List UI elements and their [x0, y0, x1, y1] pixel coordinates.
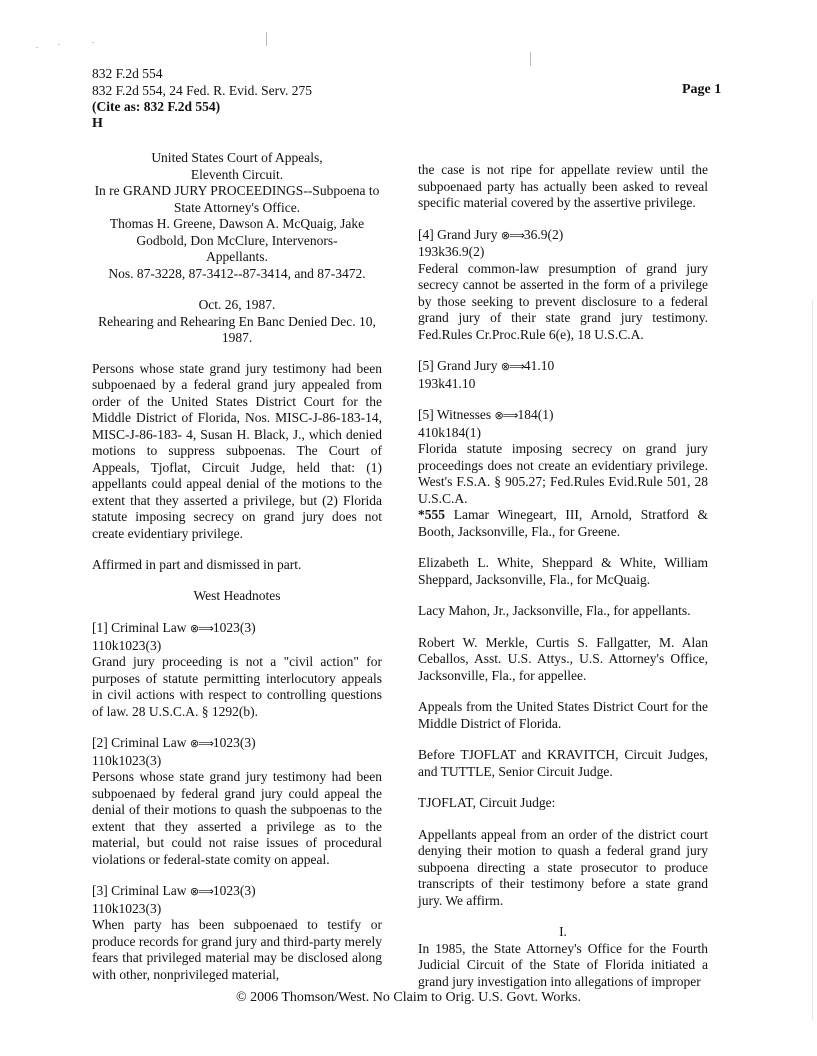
headnote-text: Florida statute imposing secrecy on grand jury proceedings does not create an evidentiary privilege. West's F.S.A. § 905.27; Fed.Rules Evid.Rule 501, 28 U.S.C.A. [418, 441, 708, 506]
headnote-code: 193k36.9(2) [418, 244, 485, 259]
key-number-icon: ⊗⟹ [189, 622, 213, 635]
case-title: In re GRAND JURY PROCEEDINGS--Subpoena to [94, 183, 380, 198]
citation-line-parallel: 832 F.2d 554, 24 Fed. R. Evid. Serv. 275 [92, 82, 313, 98]
headnote-text-continued: the case is not ripe for appellate review until the subpoenaed party has actually been asked to reveal specific material covered by the assertive privilege. [418, 162, 708, 210]
headnote [418, 407, 708, 507]
scan-speck [36, 47, 38, 48]
counsel-entry: Elizabeth L. White, Sheppard & White, William Sheppard, Jacksonville, Fla., for McQuaig. [418, 555, 708, 587]
history-flag: H [92, 115, 103, 131]
star-page: *555 [418, 507, 445, 522]
counsel-entry: *555 Lamar Winegeart, III, Arnold, Stratford & Booth, Jacksonville, Fla., for Greene. [418, 507, 709, 539]
headnote [92, 735, 382, 868]
headnote-code: 110k1023(3) [92, 637, 162, 653]
key-number-icon: ⊗⟹ [189, 737, 213, 750]
headnote-heading[interactable]: [2] Criminal Law ⊗⟹1023(3) [92, 735, 256, 750]
headnote-heading[interactable]: [5] Witnesses ⊗⟹184(1) [418, 407, 554, 422]
decision-date: Oct. 26, 1987. [198, 297, 276, 312]
synopsis: Persons whose state grand jury testimony had been subpoenaed by a federal grand jury appealed from order of the United States District Court for the Middle District of Florida, Nos. MISC-J-86-183-14, MISC-J-86-183- 4, Susan H. Black, J., which denied motions to suppress subpoenas. The Court of Appeals, Tjoflat, Circuit Judge, held that: (1) appellants could appeal denial of the motions to the extent that they asserted a privilege, but (2) Florida statute imposing secrecy on grand jury does not create evidentiary privilege. [92, 360, 382, 541]
circuit-name: Eleventh Circuit. [190, 166, 284, 182]
key-number-icon: ⊗⟹ [189, 885, 213, 898]
key-number-icon: ⊗⟹ [494, 409, 518, 422]
headnotes-title: West Headnotes [193, 587, 281, 603]
disposition: Affirmed in part and dismissed in part. [92, 557, 302, 572]
parties-role: Appellants. [206, 249, 268, 264]
scan-speck [92, 42, 94, 43]
headnote-code: 410k184(1) [418, 424, 481, 440]
case-title-cont: State Attorney's Office. [173, 199, 301, 215]
headnote-code: 110k1023(3) [92, 900, 162, 916]
headnote-heading[interactable]: [4] Grand Jury ⊗⟹36.9(2) [418, 226, 564, 242]
rehearing-note-cont: 1987. [221, 330, 253, 345]
headnote-heading[interactable]: [5] Grand Jury ⊗⟹41.10 [418, 358, 555, 373]
headnote-code: 193k41.10 [418, 375, 476, 391]
cite-as-line: (Cite as: 832 F.2d 554) [92, 99, 221, 114]
section-heading: I. [559, 924, 567, 939]
headnote-text: Persons whose state grand jury testimony had been subpoenaed by federal grand jury could appeal the denial of their motions to quash the subpoenas to the extent that they asserted a privilege as to the material, but could not raise issues of procedural violations or federal-state comity on appeal. [92, 769, 382, 867]
key-number-icon: ⊗⟹ [500, 228, 524, 242]
court-name: United States Court of Appeals, [151, 150, 323, 165]
headnote-text-start: When party has been subpoenaed to testify or produce records for grand jury and third-party merely fears that privileged material may be disclosed along with other, nonprivileged material, [92, 917, 382, 982]
counsel-entry: Lacy Mahon, Jr., Jacksonville, Fla., for appellants. [418, 603, 691, 618]
headnote [418, 358, 708, 392]
rehearing-note: Rehearing and Rehearing En Banc Denied Dec. 10, [98, 313, 376, 329]
headnote-text: Grand jury proceeding is not a "civil action" for purposes of statute permitting interlocutory appeals in civil actions with respect to controlling questions of law. 28 U.S.C.A. § 1292(b). [92, 654, 382, 719]
panel: Before TJOFLAT and KRAVITCH, Circuit Judges, and TUTTLE, Senior Circuit Judge. [418, 747, 708, 779]
headnote [418, 227, 708, 344]
headnote-code: 110k1023(3) [92, 752, 162, 768]
headnote-heading[interactable]: [1] Criminal Law ⊗⟹1023(3) [92, 620, 256, 635]
opinion-author: TJOFLAT, Circuit Judge: [418, 795, 556, 810]
appeal-from: Appeals from the United States District Court for the Middle District of Florida. [418, 699, 708, 731]
parties: Thomas H. Greene, Dawson A. McQuaig, Jake [109, 216, 365, 231]
headnote-heading[interactable]: [3] Criminal Law ⊗⟹1023(3) [92, 883, 256, 898]
scan-edge-line [812, 300, 813, 1020]
scan-speck [58, 44, 60, 45]
scan-mark [530, 52, 531, 66]
page-number: Page 1 [682, 82, 722, 97]
citation-line: 832 F.2d 554 [92, 66, 163, 81]
case-caption [92, 150, 382, 347]
left-column [92, 150, 382, 983]
headnote [92, 883, 382, 983]
counsel-entry: Robert W. Merkle, Curtis S. Fallgatter, M. Alan Ceballos, Asst. U.S. Attys., U.S. Attorney's Office, Jacksonville, Fla., for appellee. [418, 634, 708, 683]
parties-cont: Godbold, Don McClure, Intervenors- [136, 232, 338, 248]
headnote-text: Federal common-law presumption of grand jury secrecy cannot be asserted in the form of a privilege by those seeking to prevent disclosure to a federal grand jury of their state grand jury testimony. Fed.Rules Cr.Proc.Rule 6(e), 18 U.S.C.A. [418, 260, 708, 342]
opinion-paragraph: In 1985, the State Attorney's Office for the Fourth Judicial Circuit of the State of Florida initiated a grand jury investigation into allegations of improper [418, 940, 708, 989]
opinion-intro: Appellants appeal from an order of the district court denying their motion to quash a federal grand jury subpoena directing a state prosecutor to produce transcripts of their testimony before a state grand jury. We affirm. [418, 826, 708, 908]
scan-mark [266, 32, 267, 46]
right-column [418, 162, 708, 990]
citation-header [92, 66, 312, 132]
headnote [92, 620, 382, 720]
docket-numbers: Nos. 87-3228, 87-3412--87-3414, and 87-3472. [108, 265, 366, 281]
key-number-icon: ⊗⟹ [500, 360, 524, 373]
copyright-footer: © 2006 Thomson/West. No Claim to Orig. U.S. Govt. Works. [235, 990, 582, 1005]
